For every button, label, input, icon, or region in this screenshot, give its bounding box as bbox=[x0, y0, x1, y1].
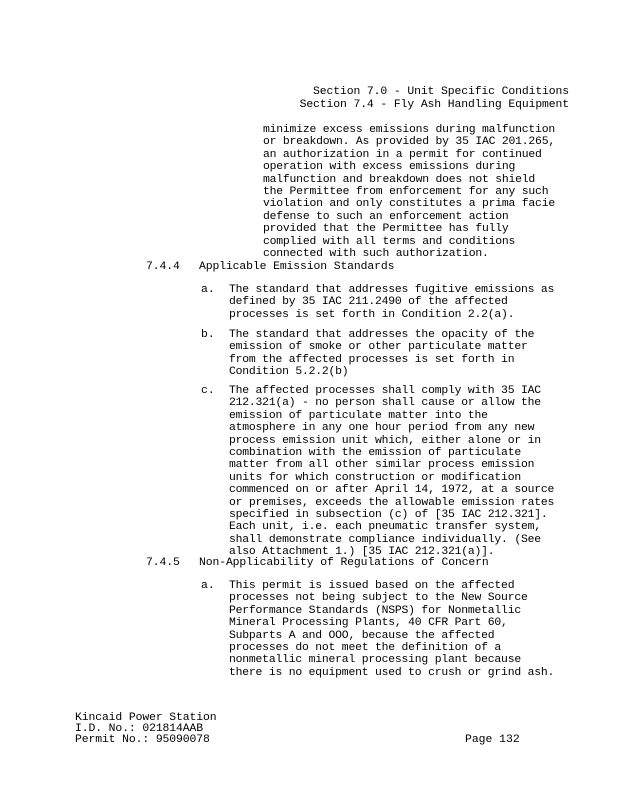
item-letter: c. bbox=[201, 385, 215, 397]
section-title: Non-Applicability of Regulations of Concern bbox=[199, 557, 489, 569]
section-title: Applicable Emission Standards bbox=[199, 261, 395, 273]
page-number: Page 132 bbox=[465, 734, 520, 746]
header-section-line: Section 7.0 - Unit Specific Conditions bbox=[313, 86, 569, 98]
item-text: This permit is issued based on the affected processes not being subject to the New Source Performance Standards (NSPS) for Nonmetallic Mineral Processing Plants, 40 CFR Part 60, Subparts A and OOO, because the affected processes do not meet the definition of a nonmetallic mineral processing plant because there is no equipment used to crush or grind ash. bbox=[229, 580, 555, 679]
intro-paragraph: minimize excess emissions during malfunction or breakdown. As provided by 35 IAC 201.265, an authorization in a permit for continued operation with excess emissions during malfunction and breakdown does not shield the Permittee from enforcement for any such violation and only constitutes a prima facie defense to such an enforcement action provided that the Permittee has fully complied with all terms and conditions connected with such authorization. bbox=[263, 124, 555, 261]
footer-station-name: Kincaid Power Station bbox=[75, 712, 217, 724]
item-letter: a. bbox=[201, 284, 215, 296]
header-subsection-line: Section 7.4 - Fly Ash Handling Equipment bbox=[299, 99, 569, 111]
item-text: The standard that addresses fugitive emissions as defined by 35 IAC 211.2490 of the affected processes is set forth in Condition 2.2(a). bbox=[229, 284, 555, 321]
item-letter: a. bbox=[201, 580, 215, 592]
page-header bbox=[300, 86, 569, 112]
page-footer bbox=[75, 713, 216, 746]
item-letter: b. bbox=[201, 329, 215, 341]
footer-id-number: I.D. No.: 021814AAB bbox=[75, 723, 203, 735]
section-number: 7.4.4 bbox=[146, 261, 180, 273]
item-text: The affected processes shall comply with 35 IAC 212.321(a) - no person shall cause or allow the emission of particulate matter into the atmosphere in any one hour period from any new process emission unit which, either alone or in combination with the emission of particulate matter from all other similar process emission units for which construction or modification commenced on or after April 14, 1972, at a source or premises, exceeds the allowable emission rates specified in subsection (c) of [35 IAC 212.321]. Each unit, i.e. each pneumatic transfer system, shall demonstrate compliance individually. (See also Attachment 1.) [35 IAC 212.321(a)]. bbox=[229, 385, 555, 559]
item-text: The standard that addresses the opacity of the emission of smoke or other particulate matter from the affected processes is set forth in Condition 5.2.2(b) bbox=[229, 329, 535, 379]
section-number: 7.4.5 bbox=[146, 557, 180, 569]
footer-permit-number: Permit No.: 95090078 bbox=[75, 734, 210, 746]
